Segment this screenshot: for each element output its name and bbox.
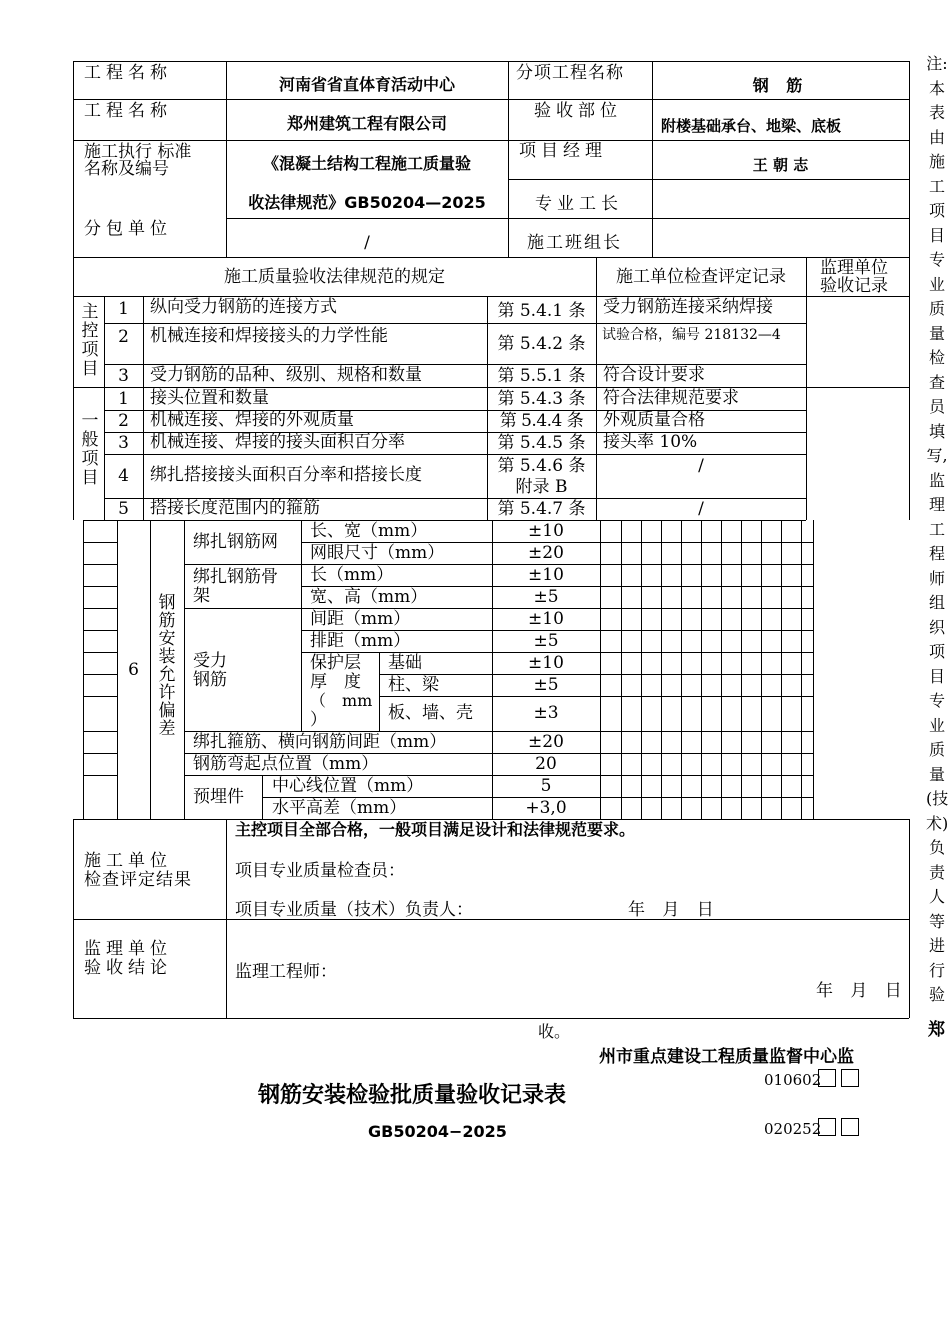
manager-label: 项目经理 [519,141,607,161]
cover-label-line4: ） [310,710,327,730]
main-item-number: 3 [118,366,129,386]
table-border-left [73,61,74,520]
form-title: 钢筋安装检验批质量验收记录表 [258,1083,567,1108]
supervision-engineer: 监理工程师： [235,962,337,982]
deviation-item: 宽、高（mm） [310,587,428,607]
row-divider [104,454,806,455]
deviation-tolerance: ±20 [528,543,564,563]
deviation-tolerance: ±3 [533,703,559,723]
deviation-tolerance: ±20 [528,732,564,752]
side-note: 注:本表由施工项目专业质量检查员填写,监理工程师组织项目专业质量(技术)负责人等进行验 [926,54,949,1004]
deviation-item: 间距（mm） [310,609,411,629]
row-divider [73,257,909,258]
form-standard: GB50204−2025 [368,1122,507,1141]
skeleton-label-line1: 绑扎钢筋骨 [193,567,278,587]
general-item-number: 3 [118,433,129,453]
general-item-clause: 第 5.4.3 条 [497,389,586,409]
row-divider [226,218,909,219]
row-divider [83,564,117,565]
general-item-clause: 第 5.4.4 条 [499,411,584,431]
result-label-line2: 检查评定结果 [84,870,192,890]
supervision-label-line1: 监理单位 [84,939,172,959]
team-leader-label: 施工班组长 [527,233,622,253]
supervision-column-header-line2: 验收记录 [820,276,888,296]
col-divider [813,520,814,819]
code-checkbox[interactable] [841,1118,859,1136]
row-divider [379,696,813,697]
table-border-left [73,819,74,1018]
result-inspector: 项目专业质量检查员： [235,861,405,881]
col-divider [761,520,762,819]
general-item-name: 机械连接、焊接的外观质量 [150,410,354,430]
general-item-number: 5 [118,499,129,519]
general-item-record: 接头率 10% [603,432,698,452]
stress-label-line1: 受力 [193,651,227,671]
standard-value-line2: 收法律规范》GB50204—2025 [248,193,486,212]
main-item-record: 试验合格，编号 218132—4 [602,327,781,343]
main-item-clause: 第 5.4.1 条 [497,301,586,321]
col-divider [781,520,782,819]
row-divider [83,652,117,653]
note-tail: 收。 [538,1022,571,1041]
result-conclusion: 主控项目全部合格，一般项目满足设计和法律规范要求。 [235,820,636,839]
deviation-tolerance: ±5 [533,587,559,607]
acceptance-part-value: 附楼基础承台、地梁、底板 [661,117,842,135]
supervision-date: 年 月 日 [816,981,908,1001]
code-checkbox[interactable] [818,1118,836,1136]
deviation-tolerance: 5 [540,776,552,796]
col-divider [83,520,84,819]
general-item-record: / [698,456,704,476]
side-spacer [910,740,911,1020]
form-code-2: 020252 [764,1120,822,1138]
col-divider [741,520,742,819]
deviation-number: 6 [128,660,139,680]
row-divider [73,99,909,100]
rules-column-header: 施工质量验收法律规范的规定 [224,267,445,287]
row-divider [73,919,909,920]
general-items-group-label: 一般项目 [81,411,99,488]
row-divider [83,753,117,754]
project-name-label: 工程名称 [84,63,172,83]
col-divider [226,819,227,1018]
skeleton-label-line2: 架 [193,586,210,606]
general-item-clause: 第 5.4.5 条 [497,433,586,453]
table-border-top [73,61,909,62]
manager-value: 王 朝 志 [752,156,809,174]
foreman-label: 专业工长 [535,194,623,214]
result-date: 年 月 日 [628,900,720,920]
general-item-clause-line1: 第 5.4.6 条 [497,456,586,476]
result-label-line1: 施工单位 [84,851,172,871]
deviation-tolerance: +3,0 [525,798,567,818]
row-divider [83,608,117,609]
subcontractor-label: 分包单位 [84,219,172,239]
deviation-item: 排距（mm） [310,631,411,651]
form-code-1: 010602 [764,1071,822,1089]
row-divider [83,520,806,521]
row-divider [83,674,117,675]
col-divider [600,520,601,819]
net-label: 绑扎钢筋网 [193,532,278,552]
brand-part1: 郑 [928,1020,945,1040]
deviation-item: 水平高差（mm） [272,798,407,818]
main-item-clause: 第 5.5.1 条 [497,366,586,386]
general-item-number: 2 [118,411,129,431]
deviation-group-label: 钢筋安装允许偏差 [158,593,176,739]
general-item-name: 绑扎搭接接头面积百分率和搭接长度 [150,465,422,485]
row-divider [73,140,909,141]
main-item-record: 受力钢筋连接采纳焊接 [603,297,773,317]
deviation-item: 长（mm） [310,565,394,585]
row-divider [83,731,117,732]
col-divider [150,520,151,819]
main-item-name: 机械连接和焊接接头的力学性能 [150,326,388,346]
subcontractor-value: / [364,233,370,253]
row-divider [104,323,806,324]
standard-label-line1: 施工执行 标准 [84,142,192,162]
company-value: 郑州建筑工程有限公司 [286,114,447,133]
row-divider [83,696,117,697]
general-item-clause: 第 5.4.7 条 [497,499,586,519]
general-item-number: 4 [118,466,129,486]
general-item-number: 1 [118,389,129,409]
col-divider [806,257,807,520]
row-divider [83,586,117,587]
col-divider [621,520,622,819]
main-item-clause: 第 5.4.2 条 [497,334,586,354]
general-item-clause-line2: 附录 B [515,477,568,497]
sub-project-label: 分项工程名称 [516,63,624,83]
deviation-tolerance: 20 [535,754,557,774]
deviation-item: 板、墙、壳 [388,703,473,723]
cover-label-line1: 保护层 [310,653,361,673]
row-divider [83,542,117,543]
col-divider [701,520,702,819]
deviation-item: 钢筋弯起点位置（mm） [193,754,379,774]
main-item-number: 2 [118,327,129,347]
general-item-name: 机械连接、焊接的接头面积百分率 [150,432,405,452]
deviation-item: 绑扎箍筋、横向钢筋间距（mm） [193,732,447,752]
col-divider [301,520,302,731]
deviation-tolerance: ±5 [533,675,559,695]
col-divider [508,61,509,257]
col-divider [379,652,380,731]
col-divider [721,520,722,819]
deviation-item: 基础 [388,653,422,673]
general-item-record: / [698,499,704,519]
standard-value-line1: 《混凝土结构工程施工质量验 [262,154,471,173]
general-item-name: 搭接长度范围内的箍筋 [150,498,320,518]
deviation-tolerance: ±10 [528,653,564,673]
sub-project-value: 钢 筋 [752,76,809,95]
table-border-bottom [73,1018,909,1019]
col-divider [801,520,802,819]
supervision-column-header-line1: 监理单位 [820,258,888,278]
col-divider [661,520,662,819]
general-item-name: 接头位置和数量 [150,388,269,408]
deviation-item: 长、宽（mm） [310,521,428,541]
row-divider [83,630,117,631]
col-divider [184,520,185,819]
deviation-tolerance: ±5 [533,631,559,651]
col-divider [681,520,682,819]
table-border-right [909,61,910,520]
deviation-tolerance: ±10 [528,609,564,629]
project-name-value: 河南省省直体育活动中心 [278,75,455,94]
main-item-record: 符合设计要求 [603,365,705,385]
deviation-tolerance: ±10 [528,565,564,585]
acceptance-part-label: 验收部位 [534,101,622,121]
deviation-item: 中心线位置（mm） [272,776,424,796]
result-manager: 项目专业质量（技术）负责人： [235,900,473,920]
cover-label-line2: 厚 度 [310,672,361,692]
deviation-item: 网眼尺寸（mm） [310,543,445,563]
general-item-record: 外观质量合格 [603,410,705,430]
col-divider [641,520,642,819]
standard-label-line2: 名称及编号 [84,159,169,179]
stress-label-line2: 钢筋 [193,670,227,690]
deviation-tolerance: ±10 [528,521,564,541]
main-item-name: 受力钢筋的品种、级别、规格和数量 [150,365,422,385]
code-checkbox[interactable] [818,1069,836,1087]
deviation-item: 柱、梁 [388,675,439,695]
embed-label: 预埋件 [193,787,244,807]
brand-part2: 州市重点建设工程质量监督中心监 [599,1047,854,1067]
general-item-record: 符合法律规范要求 [603,388,739,408]
code-checkbox[interactable] [841,1069,859,1087]
col-divider [143,296,144,520]
main-item-name: 纵向受力钢筋的连接方式 [150,297,337,317]
cover-label-line3: （ mm [310,691,373,710]
row-divider [83,775,117,776]
main-item-number: 1 [118,299,129,319]
contractor-check-column-header: 施工单位检查评定记录 [616,267,786,287]
row-divider [508,179,909,180]
col-divider [262,775,263,819]
main-items-group-label: 主控项目 [81,302,99,379]
supervision-label-line2: 验收结论 [84,958,172,978]
company-label: 工程名称 [84,101,172,121]
col-divider [596,257,597,520]
